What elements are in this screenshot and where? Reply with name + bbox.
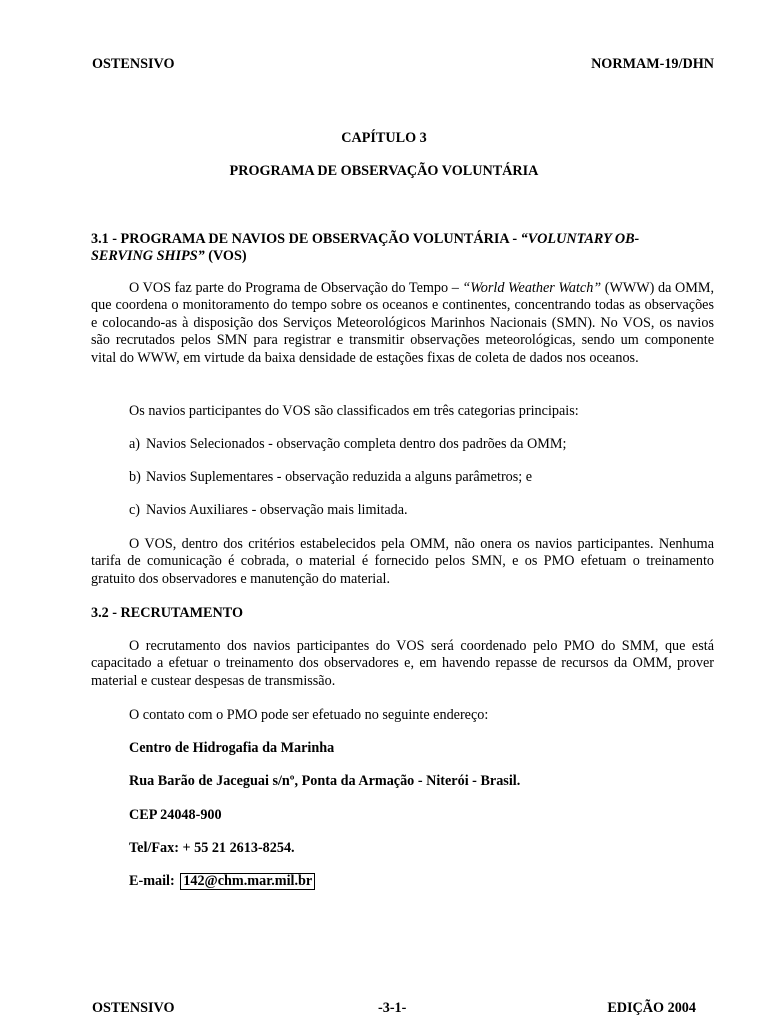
header-left: OSTENSIVO <box>92 56 175 72</box>
list-text: Navios Selecionados - observação completa dentro dos padrões da OMM; <box>146 436 567 452</box>
section1-heading <box>91 231 714 266</box>
footer-right: EDIÇÃO 2004 <box>607 1000 696 1016</box>
section2-paragraph-2: O contato com o PMO pode ser efetuado no seguinte endereço: <box>129 707 489 723</box>
section1-p1-text-b: (WWW) da OMM, que coordena o monitoramento do tempo sobre os oceanos e continentes, concentrando todas as observações e colocando-as à disposição dos Serviços Meteorológicos Marinhos Nacionais (SMN). No VOS, os navios são recrutados pelos SMN para registrar e transmitir observações meteorológicas, sendo um componente vital do WWW, em virtude da baixa densidade de estações fixas de coleta de dados nos oceanos. <box>91 280 714 366</box>
address-cep: CEP 24048-900 <box>129 807 222 823</box>
section1-heading-bold: 3.1 - PROGRAMA DE NAVIOS DE OBSERVAÇÃO VOLUNTÁRIA - <box>91 231 521 247</box>
list-item <box>129 502 714 519</box>
chapter-subtitle: PROGRAMA DE OBSERVAÇÃO VOLUNTÁRIA <box>229 163 539 179</box>
address-name: Centro de Hidrogafia da Marinha <box>129 740 335 756</box>
footer-left: OSTENSIVO <box>92 1000 175 1016</box>
chapter-title: CAPÍTULO 3 <box>341 130 427 146</box>
section1-heading-italic-1: “VOLUNTARY OB- <box>520 231 640 247</box>
list-item <box>129 469 714 486</box>
address-street: Rua Barão de Jaceguai s/nº, Ponta da Armação - Niterói - Brasil. <box>129 773 521 789</box>
address-email-row <box>129 873 315 890</box>
section1-paragraph-2: Os navios participantes do VOS são classificados em três categorias principais: <box>129 403 579 419</box>
email-link[interactable]: 142@chm.mar.mil.br <box>180 873 315 890</box>
list-marker: c) <box>129 502 141 518</box>
list-marker: b) <box>129 469 141 485</box>
page-number: -3-1- <box>378 1000 407 1016</box>
header-right: NORMAM-19/DHN <box>591 56 714 72</box>
email-label: E-mail: <box>129 873 179 889</box>
section1-paragraph-3: O VOS, dentro dos critérios estabelecidos pela OMM, não onera os navios participantes. Nenhuma tarifa de comunicação é cobrada, o material é fornecido pelos SMN, e os PMO efetuam o treinamento gratuito dos observadores e manutenção do material. <box>91 536 714 587</box>
list-item <box>129 436 714 453</box>
address-phone: Tel/Fax: + 55 21 2613-8254. <box>129 840 295 856</box>
section1-paragraph-1 <box>91 280 714 367</box>
list-marker: a) <box>129 436 141 452</box>
list-text: Navios Auxiliares - observação mais limitada. <box>146 502 408 518</box>
section1-heading-tail: (VOS) <box>204 248 247 265</box>
section1-p1-text-a: O VOS faz parte do Programa de Observação do Tempo – <box>129 280 463 296</box>
list-text: Navios Suplementares - observação reduzida a alguns parâmetros; e <box>146 469 533 485</box>
section1-p1-italic: “World Weather Watch” <box>462 280 602 296</box>
section2-paragraph-1: O recrutamento dos navios participantes do VOS será coordenado pelo PMO do SMM, que está capacitado a efetuar o treinamento dos observadores e, em havendo repasse de recursos da OMM, prover material e custear despesas de transmissão. <box>91 638 714 689</box>
section1-heading-italic-2: SERVING SHIPS” <box>91 248 205 265</box>
section2-heading: 3.2 - RECRUTAMENTO <box>91 605 243 621</box>
